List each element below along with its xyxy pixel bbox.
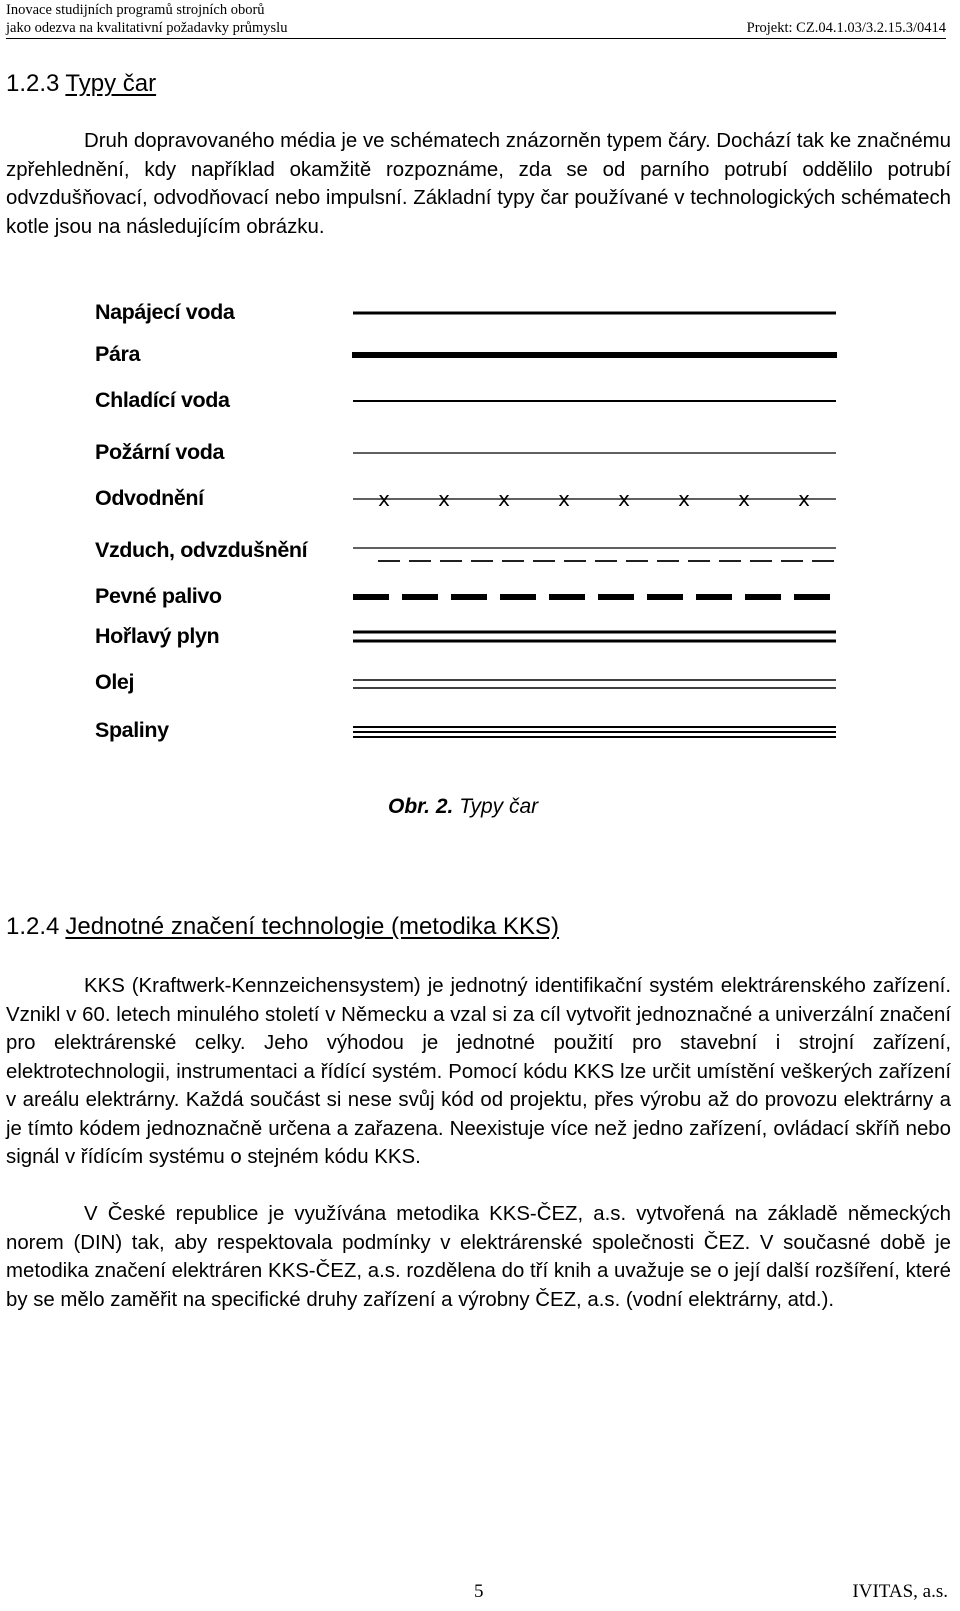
line-types-paragraph bbox=[6, 127, 951, 241]
footer-company: IVITAS, a.s. bbox=[852, 1581, 948, 1602]
drainage-cross: x bbox=[798, 487, 810, 511]
line-types-text: Druh dopravovaného média je ve schématech znázorněn typem čáry. Dochází tak ke značnému zpřehlednění, kdy například okamžitě rozpoznáme, zda se od parního potrubí oddělilo potrubí odvzdušňovací, odvodňovací nebo impulsní. Základní typy čar používané v technologických schématech kotle jsou na následujícím obrázku. bbox=[6, 130, 951, 238]
header-program: Inovace studijních programů strojních oborů bbox=[6, 2, 265, 18]
page-number: 5 bbox=[474, 1581, 484, 1602]
kks-text-2: V České republice je využívána metodika KKS-ČEZ, a.s. vytvořená na základě německých norem (DIN) tak, aby respektovala podmínky v elektrárenské společnosti ČEZ. V současné době je metodika značení elektráren KKS-ČEZ, a.s. rozdělena do tří knih a uvažuje se o její další rozšíření, které by se mělo zaměřit na specifické druhy zařízení a výrobny ČEZ, a.s. (vodní elektrárny, atd.). bbox=[6, 1203, 951, 1311]
section-number: 1.2.4 bbox=[6, 913, 60, 940]
page-header bbox=[6, 0, 946, 39]
header-project: Projekt: CZ.04.1.03/3.2.15.3/0414 bbox=[746, 20, 946, 36]
kks-text-1: KKS (Kraftwerk-Kennzeichensystem) je jednotný identifikační systém elektrárenského zařízení. Vznikl v 60. letech minulého století v Německu a vzal si za cíl vytvořit jednoznačné a univerzální značení pro elektrárenské celky. Jeho výhodou je jednotné použití pro stavební i strojní zařízení, elektrotechnologii, instrumentaci a řídící systém. Pomocí kódu KKS lze určit umístění veškerých zařízení v areálu elektrárny. Každá součást si nese svůj kód od projektu, přes výrobu až do provozu elektrárny a je tímto kódem jednoznačně určena a zařazena. Neexistuje více než jedno zařízení, ovládací skříň nebo signál v řídícím systému o stejném kódu KKS. bbox=[6, 975, 951, 1168]
drainage-cross: x bbox=[498, 487, 510, 511]
drainage-cross: x bbox=[618, 487, 630, 511]
header-left bbox=[6, 1, 287, 37]
section-number: 1.2.3 bbox=[6, 70, 60, 97]
drainage-cross: x bbox=[378, 487, 390, 511]
figure-caption bbox=[388, 795, 538, 819]
header-subtitle: jako odezva na kvalitativní požadavky průmyslu bbox=[6, 20, 288, 36]
paragraph-indent bbox=[6, 130, 84, 152]
drainage-cross: x bbox=[438, 487, 450, 511]
legend-label-air-venting: Vzduch, odvzdušnění bbox=[95, 538, 308, 562]
section-title: Jednotné značení technologie (metodika KKS) bbox=[65, 913, 560, 940]
legend-label-cooling-water: Chladící voda bbox=[95, 388, 230, 412]
paragraph-indent bbox=[6, 1203, 84, 1225]
legend-line-samples bbox=[0, 290, 960, 770]
legend-label-fire-water: Požární voda bbox=[95, 440, 225, 464]
legend-label-oil: Olej bbox=[95, 670, 135, 694]
kks-paragraph-1 bbox=[6, 972, 951, 1172]
legend-label-fuel-gas: Hořlavý plyn bbox=[95, 624, 220, 648]
figure-caption-text: Typy čar bbox=[459, 795, 539, 818]
section-heading-kks bbox=[6, 913, 559, 941]
section-heading-line-types bbox=[6, 70, 156, 98]
paragraph-indent bbox=[6, 975, 84, 997]
legend-label-solid-fuel: Pevné palivo bbox=[95, 584, 222, 608]
kks-paragraph-2 bbox=[6, 1200, 951, 1314]
legend-label-feed-water: Napájecí voda bbox=[95, 300, 235, 324]
figure-caption-prefix: Obr. 2. bbox=[388, 795, 454, 818]
drainage-cross: x bbox=[558, 487, 570, 511]
legend-label-drainage: Odvodnění bbox=[95, 486, 204, 510]
legend-label-steam: Pára bbox=[95, 342, 141, 366]
drainage-cross: x bbox=[678, 487, 690, 511]
drainage-cross: x bbox=[738, 487, 750, 511]
line-types-figure bbox=[0, 290, 960, 770]
section-title: Typy čar bbox=[65, 70, 157, 97]
legend-label-flue-gas: Spaliny bbox=[95, 718, 169, 742]
